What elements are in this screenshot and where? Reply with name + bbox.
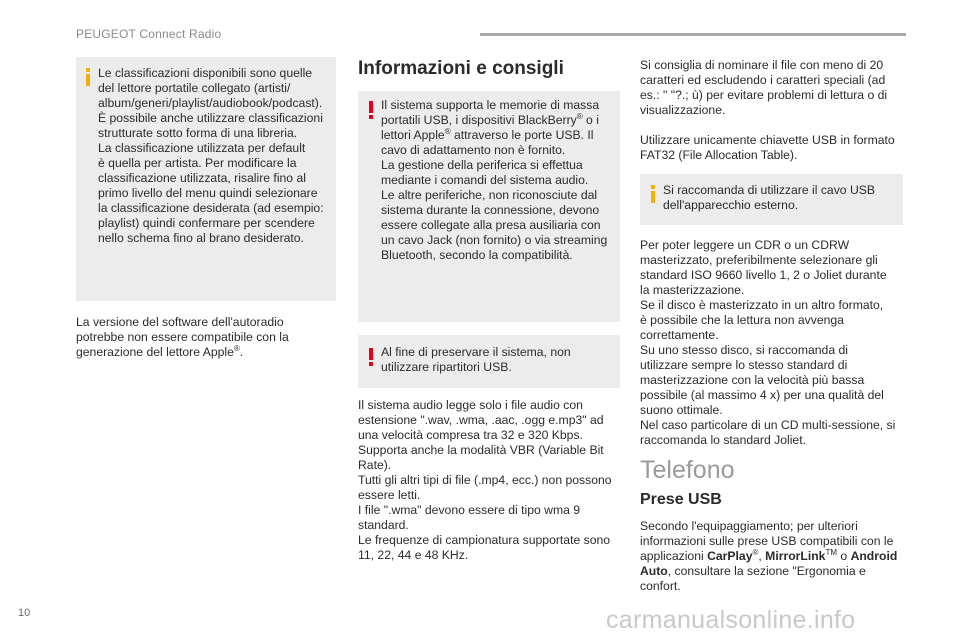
trademark: TM (825, 547, 837, 557)
info-box-classifications-text: Le classificazioni disponibili sono quelle del lettore portatile collegato (artisti/ album/generi/playlist/audiobook/podcast). È possibile anche utilizzare classificazioni strutturate sotto forma di una libreria. La classificazione utilizzata per default è quella per artista. Per modificare la classificazione utilizzata, risalire fino al primo livello del menu quindi selezionare la classificazione desiderata (ad esempio: playlist) quindi confermare per scendere nello schema fino al brano desiderato. (98, 66, 324, 245)
conjunction: o (837, 549, 851, 563)
heading-informazioni-consigli: Informazioni e consigli (358, 58, 564, 79)
cd-burning-text: Per poter leggere un CDR o un CDRW masterizzato, preferibilmente selezionare gli standard ISO 9660 livello 1, 2 o Joliet durante la masterizzazione. Se il disco è masterizzato in un altro formato, è possibile che la lettura non avvenga correttamente. Su uno stesso disco, si raccomanda di utilizzare sempre lo stesso standard di masterizzazione con la velocità più bassa possibile (al massimo 4 x) per una qualità del suono ottimale. Nel caso particolare di un CD multi-sessione, si raccomanda lo standard Joliet. (640, 238, 896, 447)
warning-icon (369, 101, 373, 119)
section-title-telefono: Telefono (640, 456, 735, 484)
carplay-term: CarPlay (707, 549, 753, 563)
cd-burning-paragraph (640, 238, 912, 448)
file-naming-text: Si consiglia di nominare il file con meno di 20 caratteri ed escludendo i caratteri speciali (ad es.: " "?.; ù) per evitare problemi di lettura o di visualizzazione. (640, 58, 888, 117)
audio-formats-text: Il sistema audio legge solo i file audio con estensione ".wav, .wma, .aac, .ogg e.mp3" ad una velocità compresa tra 32 e 320 Kbps. Supporta anche la modalità VBR (Variable Bit Rate). Tutti gli altri tipi di file (.mp4, ecc.) non possono essere letti. I file ".wma" devono essere di tipo wma 9 standard. Le frequenze di campionatura supportate sono 11, 22, 44 e 48 KHz. (358, 398, 612, 562)
registered-mark: ® (444, 126, 451, 136)
usb-ports-paragraph (640, 519, 912, 594)
mirrorlink-term: MirrorLink (765, 549, 826, 563)
usb-ports-text-end: , consultare la sezione "Ergonomia e confort. (640, 564, 866, 593)
info-icon (651, 185, 655, 203)
apple-compat-paragraph (76, 315, 338, 360)
warning-text-part: attraverso le porte USB. Il cavo di adattamento non è fornito. La gestione della periferica si effettua mediante i comandi del sistema audio. Le altre periferiche, non riconosciute dal sistema durante la connessione, devono essere collegate alla presa ausiliaria con un cavo Jack (non fornito) o via streaming Bluetooth, secondo la compatibilità. (381, 128, 608, 262)
subheading-prese-usb: Prese USB (640, 491, 722, 508)
period: . (239, 345, 244, 359)
warning-box-usb-support-text (381, 98, 619, 263)
registered-mark: ® (752, 547, 759, 557)
running-header-title: PEUGEOT Connect Radio (76, 27, 222, 41)
warning-text-part: Il sistema supporta le memorie di massa portatili USB, i dispositivi BlackBerry (381, 98, 600, 127)
page-number: 10 (18, 607, 31, 619)
registered-mark: ® (233, 343, 240, 353)
android-auto-term: Android Auto (640, 549, 898, 578)
separator: , (758, 549, 766, 563)
info-box-usb-cable-text: Si raccomanda di utilizzare il cavo USB dell'apparecchio esterno. (663, 183, 876, 212)
fat32-paragraph (640, 133, 912, 163)
file-naming-paragraph (640, 58, 912, 118)
fat32-text: Utilizzare unicamente chiavette USB in formato FAT32 (File Allocation Table). (640, 133, 895, 162)
warning-icon (369, 348, 373, 366)
audio-formats-paragraph (358, 398, 623, 563)
header-rule (480, 33, 906, 36)
warning-box-usb-splitters-text: Al fine di preservare il sistema, non utilizzare ripartitori USB. (381, 345, 571, 374)
registered-mark: ® (576, 111, 583, 121)
info-icon (86, 68, 90, 86)
apple-compat-text: La versione del software dell'autoradio potrebbe non essere compatibile con la generazione del lettore Apple (76, 315, 289, 359)
warning-text-part: o i lettori Apple (381, 113, 599, 142)
usb-ports-text: Secondo l'equipaggiamento; per ulteriori informazioni sulle prese USB compatibili con le applicazioni (640, 519, 894, 563)
watermark: carmanualsonline.info (606, 606, 856, 634)
